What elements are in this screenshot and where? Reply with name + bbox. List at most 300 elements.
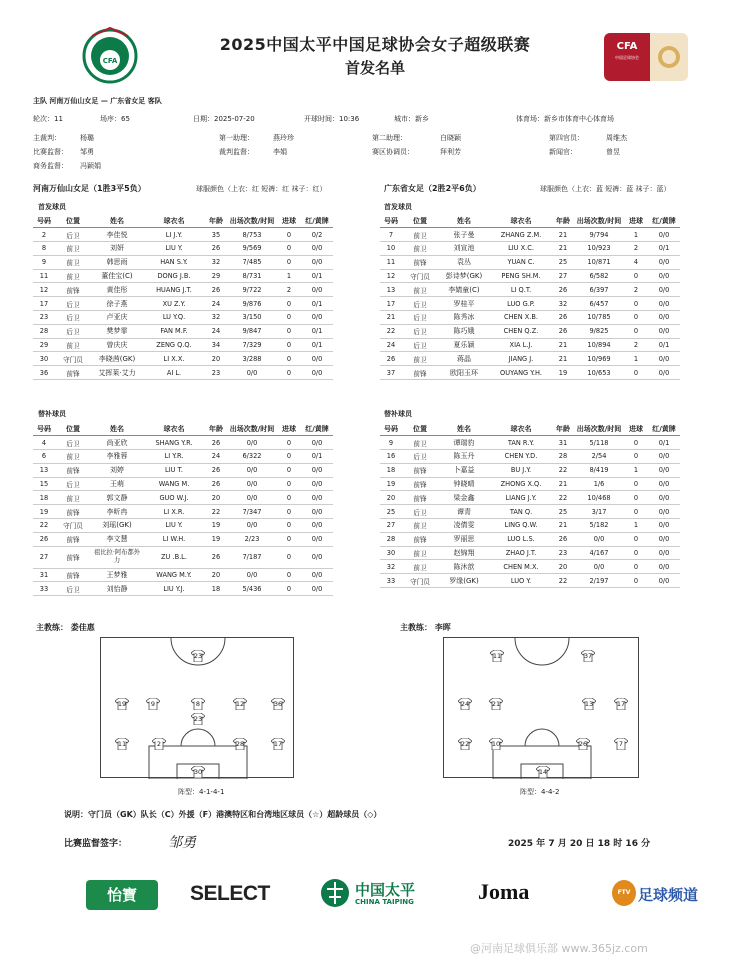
table-cell: 9/876 <box>227 297 277 311</box>
table-cell: 守门员 <box>55 352 91 366</box>
table-cell: 夏乐颖 <box>438 338 490 352</box>
table-cell: 欧阳玉环 <box>438 366 490 380</box>
table-cell: 0 <box>624 574 648 588</box>
table-cell: 前锋 <box>55 463 91 477</box>
jersey-icon <box>489 698 503 710</box>
away-subs-label: 替补球员 <box>384 410 412 418</box>
jersey-icon <box>458 738 472 750</box>
page-subtitle: 首发名单 <box>344 59 405 77</box>
table-cell: 徐子燕 <box>91 297 143 311</box>
table-cell: 0/0 <box>227 366 277 380</box>
table-cell: 前锋 <box>55 532 91 546</box>
table-cell: 卜嘉益 <box>438 463 490 477</box>
table-cell: 26 <box>552 283 574 297</box>
table-cell: 0 <box>277 255 301 269</box>
table-cell: 前锋 <box>402 477 438 491</box>
table-cell: 9 <box>380 436 402 450</box>
table-cell: 9/847 <box>227 324 277 338</box>
table-cell: 0 <box>277 324 301 338</box>
table-row <box>33 491 333 505</box>
table-cell: 24 <box>205 324 227 338</box>
table-cell: 19 <box>205 519 227 533</box>
table-cell: 8/419 <box>574 463 624 477</box>
table-row <box>380 297 680 311</box>
table-cell: 前锋 <box>55 505 91 519</box>
table-cell: 0 <box>277 532 301 546</box>
table-cell: 7/187 <box>227 546 277 568</box>
table-cell: 罗丽思 <box>438 532 490 546</box>
table-cell: ZHANG Z.M. <box>490 228 552 242</box>
table-cell: 彭诗梦(GK) <box>438 269 490 283</box>
table-cell: 29 <box>205 269 227 283</box>
table-cell: 0/0 <box>227 568 277 582</box>
table-cell: LI X.X. <box>143 352 205 366</box>
jersey-icon <box>152 738 166 750</box>
table-cell: 20 <box>552 560 574 574</box>
table-row <box>33 546 333 568</box>
table-cell: 26 <box>552 324 574 338</box>
official-name: 冯颖娟 <box>80 162 101 170</box>
table-cell: 2 <box>624 242 648 256</box>
table-cell: 0/0 <box>301 546 333 568</box>
table-cell: 前卫 <box>55 450 91 464</box>
table-cell: 0/0 <box>648 255 680 269</box>
table-cell: 前卫 <box>402 242 438 256</box>
table-row <box>33 463 333 477</box>
table-cell: 罗缘(GK) <box>438 574 490 588</box>
table-cell: LU Y.Q. <box>143 311 205 325</box>
column-header: 号码 <box>380 214 402 228</box>
table-cell: 9/569 <box>227 242 277 256</box>
table-cell: 19 <box>552 366 574 380</box>
table-cell: 守门员 <box>55 519 91 533</box>
table-cell: 前锋 <box>402 366 438 380</box>
table-cell: LIANG J.Y. <box>490 491 552 505</box>
table-row <box>380 228 680 242</box>
table-cell: 谭瑞豹 <box>438 436 490 450</box>
table-cell: 0/1 <box>301 324 333 338</box>
sign-datetime: 2025 年 7 月 20 日 18 时 16 分 <box>508 839 651 849</box>
table-cell: 22 <box>33 519 55 533</box>
table-cell: 刘妍 <box>91 242 143 256</box>
table-cell: LI Q.T. <box>490 283 552 297</box>
table-cell: 0/0 <box>301 582 333 596</box>
column-header: 位置 <box>402 422 438 436</box>
table-cell: 卢亚庆 <box>91 311 143 325</box>
jersey-icon <box>191 766 205 778</box>
table-cell: 22 <box>205 505 227 519</box>
official-role: 第四官员： <box>549 134 584 142</box>
table-cell: ZHAO J.T. <box>490 546 552 560</box>
table-row <box>33 477 333 491</box>
table-cell: CHEN Q.Z. <box>490 324 552 338</box>
table-cell: 11 <box>33 269 55 283</box>
kickoff: 开球时间：10:36 <box>304 115 360 123</box>
table-cell: 1 <box>277 269 301 283</box>
official-name: 邹勇 <box>80 148 94 156</box>
table-cell: 钟晓晴 <box>438 477 490 491</box>
jersey-icon <box>115 698 129 710</box>
table-cell: 24 <box>380 338 402 352</box>
table-cell: 王梦雅 <box>91 568 143 582</box>
table-cell: 0/0 <box>301 519 333 533</box>
column-header: 姓名 <box>91 214 143 228</box>
table-cell: 26 <box>205 546 227 568</box>
table-cell: 0 <box>277 546 301 568</box>
table-cell: 4 <box>33 436 55 450</box>
jersey-icon <box>191 650 205 662</box>
table-cell: 13 <box>380 283 402 297</box>
table-cell: 前锋 <box>402 255 438 269</box>
jersey-icon <box>233 698 247 710</box>
ftv-icon: FTV <box>612 880 636 906</box>
table-cell: LIU Y. <box>143 519 205 533</box>
table-cell: 30 <box>380 546 402 560</box>
jersey-number: 22 <box>460 740 470 748</box>
table-cell: 后卫 <box>402 450 438 464</box>
jersey-icon <box>536 766 550 778</box>
table-cell: 0/0 <box>227 436 277 450</box>
table-cell: 李婧童(C) <box>438 283 490 297</box>
table-cell: 樊梦霏 <box>91 324 143 338</box>
table-cell: 0 <box>277 450 301 464</box>
table-cell: 24 <box>205 297 227 311</box>
jersey-icon <box>576 738 590 750</box>
table-cell: 2 <box>33 228 55 242</box>
table-cell: 19 <box>33 505 55 519</box>
column-header: 年龄 <box>552 214 574 228</box>
table-cell: 梁金鑫 <box>438 491 490 505</box>
table-cell: 前卫 <box>402 436 438 450</box>
table-cell: 32 <box>205 255 227 269</box>
table-cell: 守门员 <box>402 574 438 588</box>
jersey-icon <box>614 738 628 750</box>
table-cell: 23 <box>205 366 227 380</box>
official-role: 赛区协调员： <box>372 148 414 156</box>
table-cell: 0/0 <box>301 255 333 269</box>
table-cell: 前卫 <box>55 269 91 283</box>
table-cell: 0/0 <box>648 491 680 505</box>
table-cell: 11 <box>380 255 402 269</box>
away-starters-table <box>380 214 680 380</box>
table-cell: 0 <box>624 311 648 325</box>
table-cell: 12 <box>33 283 55 297</box>
round: 轮次：11 <box>33 115 63 123</box>
table-cell: 0/0 <box>648 477 680 491</box>
table-cell: 前卫 <box>402 546 438 560</box>
table-cell: 27 <box>380 519 402 533</box>
column-header: 年龄 <box>552 422 574 436</box>
official-role: 比赛监督： <box>33 148 68 156</box>
table-cell: 17 <box>33 297 55 311</box>
table-cell: ZHONG X.Q. <box>490 477 552 491</box>
table-cell: 27 <box>33 546 55 568</box>
home-team-title: 河南万仙山女足（1胜3平5负） <box>33 184 146 193</box>
table-cell: 29 <box>33 338 55 352</box>
column-header: 出场次数/时间 <box>227 422 277 436</box>
table-cell: 19 <box>380 477 402 491</box>
jersey-number: 12 <box>235 700 245 708</box>
table-cell: 守门员 <box>402 269 438 283</box>
table-cell: 前锋 <box>402 532 438 546</box>
table-cell: 刘宣池 <box>438 242 490 256</box>
table-cell: 32 <box>552 297 574 311</box>
table-cell: 26 <box>552 311 574 325</box>
table-cell: LIU T. <box>143 463 205 477</box>
table-cell: LI X.R. <box>143 505 205 519</box>
table-row <box>33 297 333 311</box>
table-cell: 李雅蓉 <box>91 450 143 464</box>
table-row <box>33 269 333 283</box>
table-cell: 曾庆庆 <box>91 338 143 352</box>
sponsor-joma: Joma <box>478 879 530 904</box>
table-cell: 蒋晶 <box>438 352 490 366</box>
table-cell: LI J.Y. <box>143 228 205 242</box>
jersey-number: 36 <box>273 700 283 708</box>
table-cell: 0/0 <box>227 519 277 533</box>
table-cell: 刘怡静 <box>91 582 143 596</box>
jersey-icon <box>458 698 472 710</box>
table-cell: 前卫 <box>55 255 91 269</box>
table-cell: 4/167 <box>574 546 624 560</box>
table-cell: 0/0 <box>648 366 680 380</box>
table-cell: 2/197 <box>574 574 624 588</box>
table-row <box>33 505 333 519</box>
table-cell: 凌倩雯 <box>438 519 490 533</box>
away-kit-colors: 球服颜色（上衣：蓝 短裤：蓝 袜子：蓝） <box>540 185 671 193</box>
jersey-icon <box>191 698 205 710</box>
table-cell: 后卫 <box>55 311 91 325</box>
table-row <box>33 436 333 450</box>
table-cell: CHEN Y.D. <box>490 450 552 464</box>
home-starters-label: 首发球员 <box>38 203 66 211</box>
table-cell: 0 <box>277 491 301 505</box>
table-cell: 31 <box>552 436 574 450</box>
table-row <box>380 436 680 450</box>
table-cell: CHEN M.X. <box>490 560 552 574</box>
table-cell: 后卫 <box>55 477 91 491</box>
table-row <box>33 532 333 546</box>
table-cell: 0 <box>277 228 301 242</box>
table-cell: TAN R.Y. <box>490 436 552 450</box>
table-cell: 0 <box>624 436 648 450</box>
table-cell: 1 <box>624 463 648 477</box>
column-header: 年龄 <box>205 214 227 228</box>
cfa-logo-sub: 中国足球协会 <box>615 55 639 60</box>
official-name: 李娟 <box>273 148 287 156</box>
column-header: 红/黄牌 <box>301 422 333 436</box>
table-cell: 0/0 <box>227 491 277 505</box>
table-cell: 23 <box>552 546 574 560</box>
table-cell: LIU X.C. <box>490 242 552 256</box>
table-cell: 后卫 <box>55 228 91 242</box>
table-cell: 21 <box>552 242 574 256</box>
table-cell: 16 <box>380 450 402 464</box>
table-row <box>380 338 680 352</box>
table-cell: 10/653 <box>574 366 624 380</box>
table-cell: 0/0 <box>648 311 680 325</box>
jersey-icon <box>581 650 595 662</box>
official-role: 第一助理： <box>219 134 254 142</box>
table-cell: 17 <box>380 297 402 311</box>
table-cell: HUANG J.T. <box>143 283 205 297</box>
column-header: 球衣名 <box>143 422 205 436</box>
table-cell: 25 <box>552 505 574 519</box>
date: 日期：2025-07-20 <box>193 115 255 123</box>
table-row <box>33 450 333 464</box>
table-cell: 23 <box>33 311 55 325</box>
table-cell: 22 <box>380 324 402 338</box>
table-cell: 6/582 <box>574 269 624 283</box>
table-cell: 韩思雨 <box>91 255 143 269</box>
table-cell: 26 <box>205 242 227 256</box>
table-cell: 18 <box>33 491 55 505</box>
table-cell: 0 <box>624 532 648 546</box>
table-row <box>380 477 680 491</box>
official-role: 新闻官： <box>549 148 577 156</box>
table-row <box>380 255 680 269</box>
table-cell: 黄佳彤 <box>91 283 143 297</box>
table-cell: 8/731 <box>227 269 277 283</box>
table-cell: AI L. <box>143 366 205 380</box>
page-title: 2025中国太平中国足球协会女子超级联赛 <box>219 35 531 54</box>
table-cell: LUO G.P. <box>490 297 552 311</box>
jersey-icon <box>614 698 628 710</box>
match-no: 场序：65 <box>100 115 130 123</box>
table-cell: 31 <box>33 568 55 582</box>
table-cell: 6/457 <box>574 297 624 311</box>
table-cell: LI Y.R. <box>143 450 205 464</box>
trophy-icon <box>654 40 684 74</box>
table-cell: 艾挥莱·艾力 <box>91 366 143 380</box>
table-row <box>33 568 333 582</box>
table-cell: 祖比拉·阿布都外力 <box>91 546 143 568</box>
table-cell: 0/0 <box>227 463 277 477</box>
column-header: 进球 <box>624 422 648 436</box>
official-name: 周维杰 <box>606 134 627 142</box>
table-cell: 0/0 <box>648 463 680 477</box>
table-cell: 0/0 <box>301 283 333 297</box>
table-cell: 0/0 <box>301 311 333 325</box>
table-cell: 后卫 <box>55 324 91 338</box>
jersey-icon <box>146 698 160 710</box>
table-cell: 1 <box>624 519 648 533</box>
table-cell: 0/0 <box>648 450 680 464</box>
table-cell: 36 <box>33 366 55 380</box>
table-row <box>33 283 333 297</box>
table-cell: 10 <box>380 242 402 256</box>
table-cell: 0 <box>624 366 648 380</box>
table-cell: 0/0 <box>301 463 333 477</box>
table-cell: 0/0 <box>301 568 333 582</box>
table-cell: 7 <box>380 228 402 242</box>
table-cell: 3/17 <box>574 505 624 519</box>
table-cell: 陈玉丹 <box>438 450 490 464</box>
table-cell: 后卫 <box>55 436 91 450</box>
jersey-number: 9 <box>150 700 156 708</box>
sponsor-cbest: 怡寶 <box>86 880 158 910</box>
table-cell: 前卫 <box>402 352 438 366</box>
table-row <box>380 352 680 366</box>
jersey-number: 37 <box>583 652 593 660</box>
watermark: @河南足球俱乐部 www.365jz.com <box>470 942 648 955</box>
table-cell: 0 <box>277 297 301 311</box>
table-cell: 0 <box>624 269 648 283</box>
table-cell: 0 <box>277 242 301 256</box>
table-cell: 0/0 <box>648 352 680 366</box>
jersey-icon <box>271 738 285 750</box>
table-cell: 34 <box>205 338 227 352</box>
table-cell: 10/871 <box>574 255 624 269</box>
table-cell: LUO L.S. <box>490 532 552 546</box>
jersey-number: 13 <box>584 700 594 708</box>
table-row <box>380 491 680 505</box>
table-cell: 0 <box>624 297 648 311</box>
table-row <box>380 283 680 297</box>
jersey-number: 2 <box>156 740 162 748</box>
table-cell: 0 <box>624 324 648 338</box>
column-header: 位置 <box>402 214 438 228</box>
table-cell: 2/23 <box>227 532 277 546</box>
table-cell: 0 <box>624 505 648 519</box>
table-cell: 0/0 <box>648 560 680 574</box>
legend-note: 说明：守门员（GK）队长（C）外援（F）港澳特区和台湾地区球员（☆）超龄球员（◇） <box>64 810 382 819</box>
venue: 体育场：新乡市体育中心体育场 <box>516 115 614 123</box>
column-header: 球衣名 <box>490 214 552 228</box>
table-cell: 10/894 <box>574 338 624 352</box>
official-name: 白晓颖 <box>440 134 461 142</box>
table-cell: 0/0 <box>301 477 333 491</box>
table-cell: 0/1 <box>648 338 680 352</box>
column-header: 位置 <box>55 214 91 228</box>
jersey-number: 19 <box>117 700 127 708</box>
away-formation: 阵型：4-4-2 <box>520 788 560 796</box>
table-cell: PENG SH.M. <box>490 269 552 283</box>
supervisor-signature: 邹勇 <box>168 835 196 851</box>
table-cell: 24 <box>205 450 227 464</box>
table-cell: 0/0 <box>301 491 333 505</box>
table-cell: 0 <box>277 477 301 491</box>
jersey-number: 17 <box>616 700 626 708</box>
table-cell: 20 <box>380 491 402 505</box>
table-cell: 李文慧 <box>91 532 143 546</box>
table-cell: 25 <box>552 255 574 269</box>
table-cell: 后卫 <box>402 324 438 338</box>
table-cell: 0 <box>277 352 301 366</box>
table-cell: 33 <box>33 582 55 596</box>
table-cell: 9 <box>33 255 55 269</box>
table-cell: 前卫 <box>402 519 438 533</box>
table-cell: SHANG Y.R. <box>143 436 205 450</box>
table-cell: 21 <box>552 228 574 242</box>
table-cell: 0/0 <box>648 297 680 311</box>
jersey-icon <box>582 698 596 710</box>
table-cell: 谭青 <box>438 505 490 519</box>
table-cell: 25 <box>380 505 402 519</box>
away-coach: 主教练： 李晖 <box>400 623 451 632</box>
table-cell: 刘瑶(GK) <box>91 519 143 533</box>
column-header: 位置 <box>55 422 91 436</box>
table-cell: 20 <box>205 352 227 366</box>
table-cell: 26 <box>205 283 227 297</box>
table-cell: 前卫 <box>55 338 91 352</box>
table-cell: 0 <box>277 568 301 582</box>
official-role: 主裁判： <box>33 134 61 142</box>
table-cell: 7/347 <box>227 505 277 519</box>
table-cell: 陈秀冰 <box>438 311 490 325</box>
table-cell: WANG M.Y. <box>143 568 205 582</box>
table-cell: 8 <box>33 242 55 256</box>
